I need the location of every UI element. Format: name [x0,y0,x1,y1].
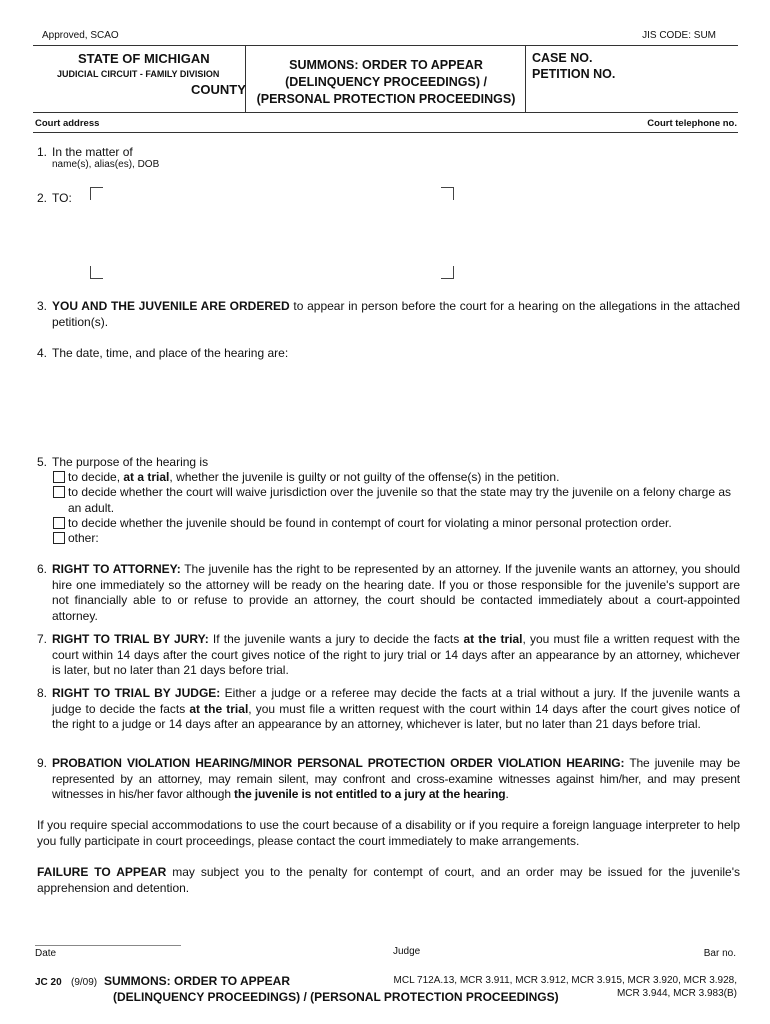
item-7-lead: RIGHT TO TRIAL BY JURY: [52,632,209,646]
accommodations-notice: If you require special accommodations to use the court because of a disability or if you require a foreign language interpreter to help you fully participate in court proceedings, please contact the court immediately to make arrangements. [37,818,740,848]
item-9-lead: PROBATION VIOLATION HEARING/MINOR PERSONAL PROTECTION ORDER VIOLATION HEARING: [52,756,625,770]
purpose-trial-text-a: to decide, [68,470,124,484]
court-phone-label: Court telephone no. [647,118,737,129]
form-id: JC 20 [35,977,62,988]
purpose-other-checkbox[interactable] [53,532,65,544]
footer-title-line-1: SUMMONS: ORDER TO APPEAR [104,974,291,988]
item-8-body-b: at the trial [189,701,249,716]
item-8-body-c: , you must file a written request with the court within 14 days after the court gives notice of the right to a judge or 14 days after an appearance by an attorney, whichever is later, but no later than 21 days before trial. [52,701,740,731]
purpose-trial-checkbox[interactable] [53,471,65,483]
item-6-body: The juvenile has the right to be represented by an attorney. If the juvenile wants an attorney, you should hire one immediately so the attorney will be ready on the hearing date. If you or those responsible for the juvenile's support are not financially able to or refuse to provide an attorney, the court should be contacted immediately about a court-appointed attorney. [52,562,740,623]
bar-no-label: Bar no. [703,948,736,959]
item-9-body-a: The juvenile may be represented by an attorney, may remain silent, may confront and cross-examine witnesses against him/her, and may present witnesses in his/her favor although [52,756,740,801]
petition-no-label: PETITION NO. [532,67,616,81]
purpose-trial-text-b: at a trial [123,470,170,484]
judge-label: Judge [393,946,421,957]
address-corner-top-left [90,187,103,200]
item-9-text [52,756,740,803]
item-6-number: 6. [37,562,48,576]
item-5-number: 5. [37,455,48,469]
footer-title-line-2: (DELINQUENCY PROCEEDINGS) / (PERSONAL PROTECTION PROCEEDINGS) [113,990,559,1004]
date-rule [35,945,181,946]
item-8-text [52,686,740,733]
matter-of-field[interactable] [140,143,738,159]
header-divider-2 [525,45,526,112]
item-5-label: The purpose of the hearing is [52,455,209,469]
failure-body: may subject you to the penalty for contempt of court, and an order may be issued for the juvenile's apprehension and detention. [37,865,740,895]
footer-citation-line-2: MCR 3.944, MCR 3.983(B) [616,988,737,999]
item-4-label: The date, time, and place of the hearing are: [52,346,289,360]
circuit-label: JUDICIAL CIRCUIT - FAMILY DIVISION [57,69,220,79]
purpose-trial-text [68,470,559,484]
date-field[interactable] [35,929,180,943]
header-top-rule [33,45,738,46]
item-6-lead: RIGHT TO ATTORNEY: [52,562,181,576]
address-corner-top-right [441,187,454,200]
item-8-lead: RIGHT TO TRIAL BY JUDGE: [52,686,221,700]
address-corner-bottom-left [90,266,103,279]
form-title-line-1: SUMMONS: ORDER TO APPEAR [289,58,483,72]
footer-citations [394,974,737,1000]
state-label: STATE OF MICHIGAN [78,51,210,66]
item-8-body-a: Either a judge or a referee may decide the facts at a trial without a jury. If the juvenile wants a judge to decide the facts [52,686,741,716]
date-label: Date [35,948,57,959]
item-4-number: 4. [37,346,48,360]
item-9-body-c: . [505,787,509,801]
item-7-body-c: , you must file a written request with the court within 14 days after the court gives notice of the right to jury trial or 14 days after an appearance by an attorney, whichever is later, but no later than 21 days before trial. [52,632,740,677]
item-1-sublabel: name(s), alias(es), DOB [52,159,160,170]
purpose-contempt-text: to decide whether the juvenile should be found in contempt of court for violating a minor personal protection order. [68,516,672,530]
failure-notice [37,865,740,896]
item-7-number: 7. [37,632,48,646]
item-3-body: to appear in person before the court for a hearing on the allegations in the attached petition(s). [52,299,740,329]
item-7-body-a: If the juvenile wants a jury to decide the facts [208,632,464,646]
purpose-waiver-text: to decide whether the court will waive jurisdiction over the juvenile so that the state may try the juvenile on a felony charge as an adult. [68,485,732,515]
hearing-details-field[interactable] [52,364,738,444]
item-9-number: 9. [37,756,48,770]
item-8-number: 8. [37,686,48,700]
item-1-number: 1. [37,145,48,159]
item-9-body-b: the juvenile is not entitled to a jury at the hearing [234,787,506,801]
footer-citation-line-1: MCL 712A.13, MCR 3.911, MCR 3.912, MCR 3.915, MCR 3.920, MCR 3.928, [393,975,737,986]
jis-code: JIS CODE: SUM [642,30,716,41]
form-title-line-2: (DELINQUENCY PROCEEDINGS) / [285,75,487,89]
form-revision: (9/09) [71,977,98,988]
purpose-other-field[interactable] [104,530,738,545]
address-rule [33,132,738,133]
item-1-label: In the matter of [52,145,133,159]
item-3-number: 3. [37,299,48,313]
failure-lead: FAILURE TO APPEAR [37,865,167,879]
purpose-other-label: other: [68,531,99,545]
to-address-field[interactable] [92,187,454,279]
item-7-text [52,632,740,679]
header-bottom-rule [33,112,738,113]
item-2-number: 2. [37,191,48,205]
court-address-label: Court address [35,118,100,129]
item-3-lead: YOU AND THE JUVENILE ARE ORDERED [52,299,290,313]
purpose-waiver-checkbox[interactable] [53,486,65,498]
item-7-body-b: at the trial [463,632,523,646]
case-no-field[interactable] [596,50,736,64]
approved-label: Approved, SCAO [42,30,119,41]
case-no-label: CASE NO. [532,51,593,65]
petition-no-field[interactable] [620,66,736,80]
header-divider-1 [245,45,246,112]
purpose-contempt-checkbox[interactable] [53,517,65,529]
county-label: COUNTY [191,82,246,97]
form-title [251,57,521,108]
purpose-trial-text-c: , whether the juvenile is guilty or not guilty of the offense(s) in the petition. [169,470,560,484]
address-corner-bottom-right [441,266,454,279]
item-2-label: TO: [52,191,72,205]
item-6-text [52,562,740,624]
form-title-line-3: (PERSONAL PROTECTION PROCEEDINGS) [256,92,516,106]
item-3-text [52,299,740,330]
judge-signature-field[interactable] [392,929,738,943]
